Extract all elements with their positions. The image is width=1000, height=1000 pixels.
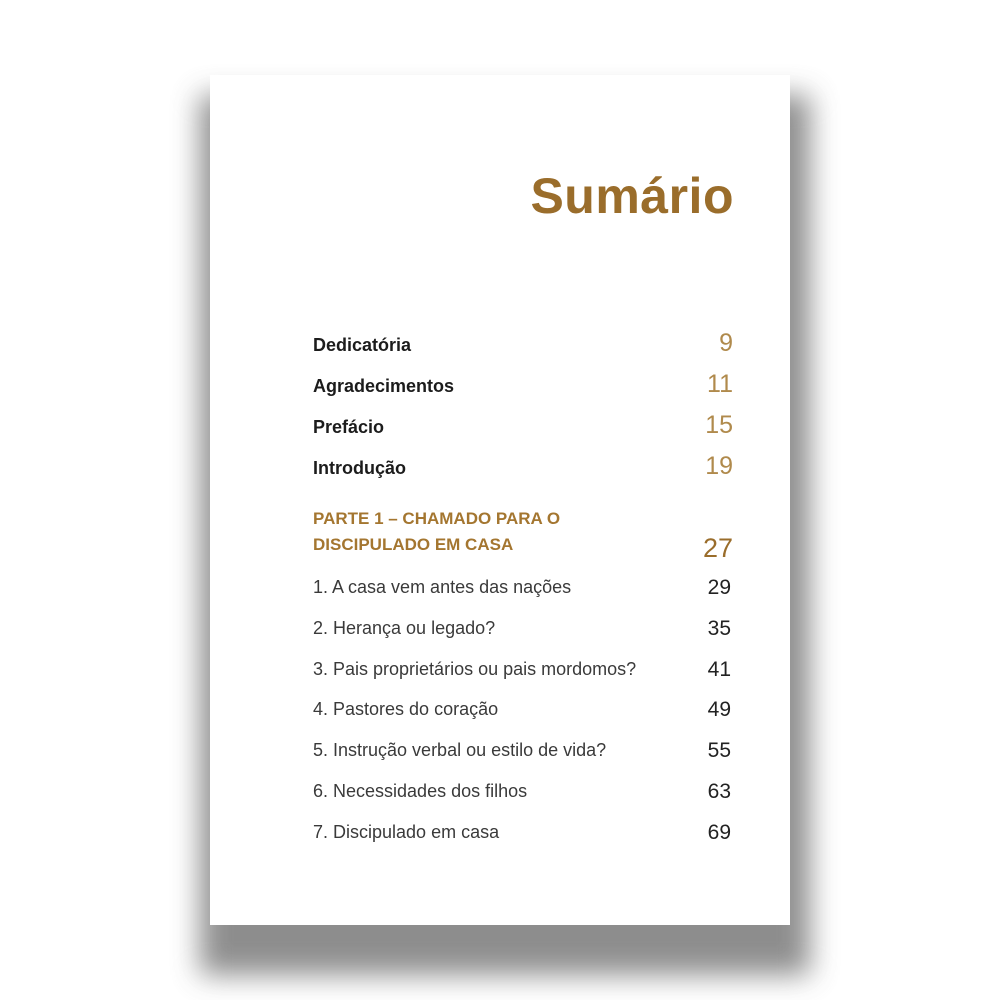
toc-entry-prefacio bbox=[313, 412, 733, 442]
chapter-label: 7. Discipulado em casa bbox=[313, 822, 500, 842]
chapter-label: 4. Pastores do coração bbox=[313, 699, 499, 719]
part-heading-line-2: DISCIPULADO EM CASA bbox=[313, 535, 514, 554]
chapter-page: 49 bbox=[707, 698, 731, 721]
part-page-number: 27 bbox=[702, 533, 733, 563]
chapter-label: 5. Instrução verbal ou estilo de vida? bbox=[313, 740, 607, 760]
toc-entry-agradecimentos bbox=[313, 371, 733, 401]
chapter-page: 41 bbox=[707, 658, 731, 681]
toc-entry-introducao bbox=[313, 453, 733, 483]
chapter-page: 69 bbox=[707, 821, 731, 844]
toc-chapter-5 bbox=[313, 735, 733, 765]
chapter-page: 55 bbox=[707, 739, 731, 762]
toc-entry-label: Introdução bbox=[313, 458, 406, 478]
toc-part-1 bbox=[313, 506, 733, 562]
toc-chapter-1 bbox=[313, 572, 733, 602]
chapter-page: 35 bbox=[707, 617, 731, 640]
toc-entry-dedicatoria bbox=[313, 330, 733, 360]
book-page bbox=[210, 75, 790, 925]
chapter-label: 6. Necessidades dos filhos bbox=[313, 781, 528, 801]
chapter-label: 1. A casa vem antes das nações bbox=[313, 577, 572, 597]
page-title: Sumário bbox=[530, 168, 734, 224]
toc-entry-page: 9 bbox=[719, 329, 733, 357]
toc-chapter-4 bbox=[313, 694, 733, 724]
chapter-page: 63 bbox=[707, 780, 731, 803]
chapter-label: 2. Herança ou legado? bbox=[313, 618, 496, 638]
chapter-label: 3. Pais proprietários ou pais mordomos? bbox=[313, 659, 637, 679]
chapter-page: 29 bbox=[707, 576, 731, 599]
toc-entry-page: 19 bbox=[705, 452, 733, 480]
toc-entry-page: 15 bbox=[705, 411, 733, 439]
toc-chapter-6 bbox=[313, 776, 733, 806]
toc-chapter-2 bbox=[313, 613, 733, 643]
toc-chapter-7 bbox=[313, 817, 733, 847]
part-heading bbox=[313, 506, 560, 558]
toc-entry-label: Dedicatória bbox=[313, 335, 412, 355]
toc-chapter-3 bbox=[313, 654, 733, 684]
part-heading-line-1: PARTE 1 – CHAMADO PARA O bbox=[313, 509, 561, 528]
toc-entry-label: Agradecimentos bbox=[313, 376, 455, 396]
toc-entry-label: Prefácio bbox=[313, 417, 385, 437]
toc-entry-page: 11 bbox=[707, 370, 733, 398]
